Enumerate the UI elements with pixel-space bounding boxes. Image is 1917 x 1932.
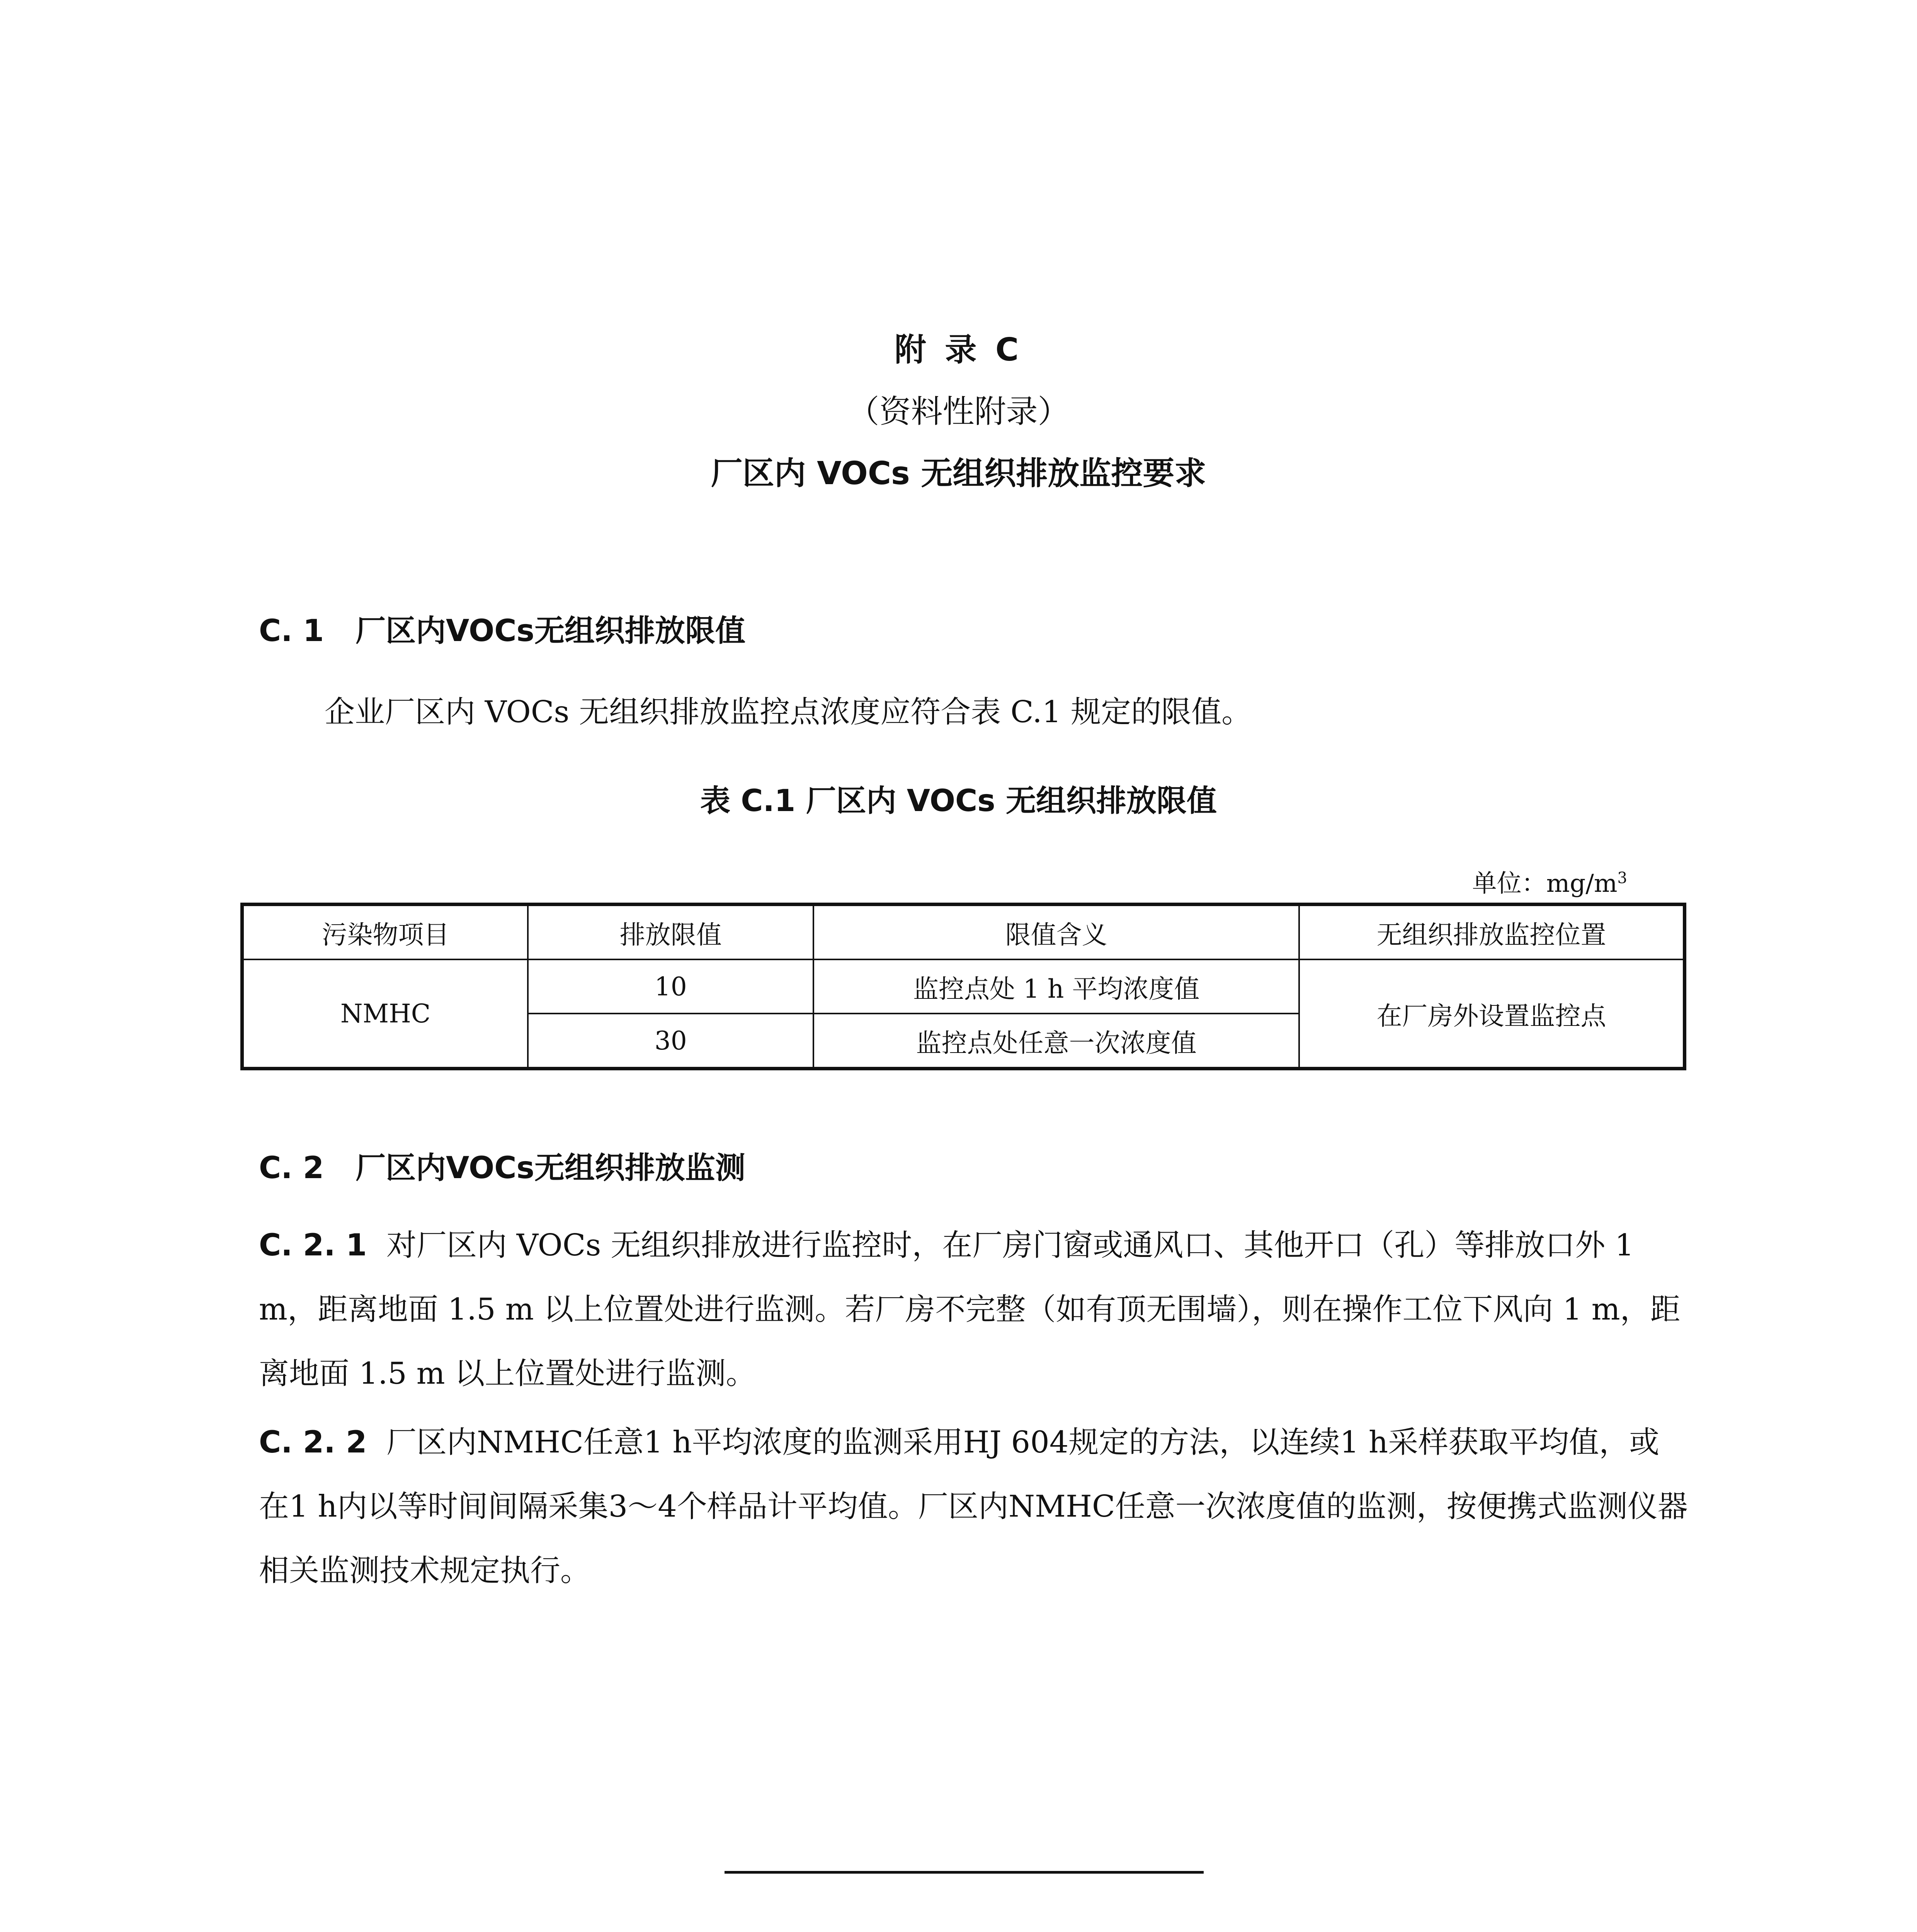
section-c1-paragraph: 企业厂区内 VOCs 无组织排放监控点浓度应符合表 C.1 规定的限值。 <box>325 695 1252 730</box>
cell-limit: 10 <box>528 959 813 1014</box>
section-c1-title: 厂区内VOCs无组织排放限值 <box>356 614 745 648</box>
clause-c21 <box>259 1213 1689 1406</box>
unit-text: 单位：mg/m <box>1472 869 1618 898</box>
appendix-title: 附 录 C <box>894 332 1023 368</box>
clause-c22-text: 厂区内NMHC任意1 h平均浓度的监测采用HJ 604规定的方法，以连续1 h采样获取平均值，或在1 h内以等时间间隔采集3～4个样品计平均值。厂区内NMHC任意一次浓度值的监测，按便携式监测仪器相关监测技术规定执行。 <box>259 1425 1688 1588</box>
header-meaning: 限值含义 <box>813 905 1299 960</box>
appendix-subtitle: （资料性附录） <box>847 393 1070 430</box>
end-rule <box>725 1871 1204 1874</box>
table-caption: 表 C.1 厂区内 VOCs 无组织排放限值 <box>700 784 1217 818</box>
clause-c21-text: 对厂区内 VOCs 无组织排放进行监控时，在厂房门窗或通风口、其他开口（孔）等排放口外 1 m，距离地面 1.5 m 以上位置处进行监测。若厂房不完整（如有顶无围墙），则在操作工位下风向 1 m，距离地面 1.5 m 以上位置处进行监测。 <box>259 1228 1681 1391</box>
cell-location: 在厂房外设置监控点 <box>1299 959 1684 1069</box>
unit-superscript: 3 <box>1617 869 1627 887</box>
header-limit: 排放限值 <box>528 905 813 960</box>
cell-meaning: 监控点处 1 h 平均浓度值 <box>813 959 1299 1014</box>
table-header-row <box>242 905 1685 960</box>
cell-limit: 30 <box>528 1014 813 1069</box>
section-c2-heading <box>259 1144 745 1187</box>
section-c2-title: 厂区内VOCs无组织排放监测 <box>356 1151 745 1185</box>
table-unit-label <box>1472 864 1627 899</box>
header-location: 无组织排放监控位置 <box>1299 905 1684 960</box>
section-c1-number: C. 1 <box>259 614 324 648</box>
appendix-heading: 厂区内 VOCs 无组织排放监控要求 <box>711 455 1206 492</box>
cell-meaning: 监控点处任意一次浓度值 <box>813 1014 1299 1069</box>
limits-table <box>240 903 1686 1070</box>
clause-c22 <box>259 1410 1689 1603</box>
section-c2-number: C. 2 <box>259 1151 324 1185</box>
header-pollutant: 污染物项目 <box>242 905 528 960</box>
table-row <box>242 959 1685 1014</box>
clause-c21-number: C. 2. 1 <box>259 1228 367 1263</box>
section-c1-heading <box>259 607 745 650</box>
cell-pollutant: NMHC <box>242 959 528 1069</box>
clause-c22-number: C. 2. 2 <box>259 1425 367 1460</box>
